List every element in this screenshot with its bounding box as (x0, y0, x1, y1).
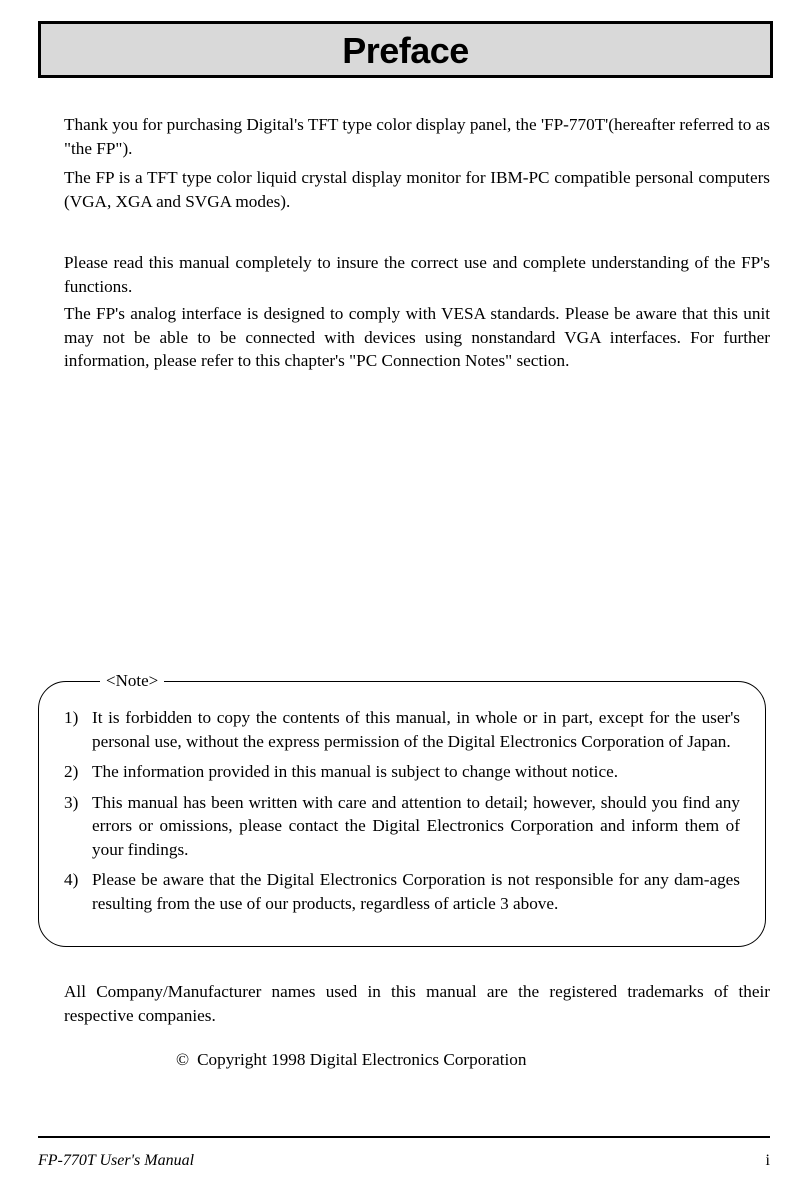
note-item-text: Please be aware that the Digital Electronics Corporation is not responsible for any dam-ages resulting from the use of our products, regardless of article 3 above. (92, 870, 740, 913)
intro-paragraph-1: Thank you for purchasing Digital's TFT type color display panel, the 'FP-770T'(hereafter referred to as "the FP"). (64, 115, 770, 158)
intro-paragraph-2: The FP is a TFT type color liquid crystal display monitor for IBM-PC compatible personal computers (VGA, XGA and SVGA modes). (64, 168, 770, 211)
copyright-text: Copyright 1998 Digital Electronics Corporation (197, 1050, 527, 1069)
note-item (64, 706, 740, 753)
note-item (64, 868, 740, 915)
trademark-notice: All Company/Manufacturer names used in this manual are the registered trademarks of their respective companies. (64, 982, 770, 1025)
copyright-line (176, 1048, 526, 1071)
footer-page-number: i (765, 1152, 770, 1169)
note-item-text: This manual has been written with care and attention to detail; however, should you find any errors or omissions, please contact the Digital Electronics Corporation and inform them of your findings. (92, 792, 740, 859)
footer-divider (38, 1136, 770, 1138)
intro-paragraph-4: The FP's analog interface is designed to comply with VESA standards. Please be aware that this unit may not be able to be connected with devices using nonstandard VGA interfaces. For further information, please refer to this chapter's "PC Connection Notes" section. (64, 304, 770, 370)
note-item-text: The information provided in this manual is subject to change without notice. (92, 762, 619, 781)
intro-paragraph-3: Please read this manual completely to insure the correct use and complete understanding of the FP's functions. (64, 253, 770, 296)
page-title: Preface (342, 29, 469, 71)
note-list (64, 706, 740, 922)
note-item (64, 760, 740, 784)
footer-manual-title: FP-770T User's Manual (38, 1152, 195, 1169)
note-item (64, 791, 740, 862)
page-title-banner (38, 21, 773, 78)
note-item-number: 3) (64, 792, 79, 812)
note-item-number: 1) (64, 708, 79, 727)
note-label: <Note> (100, 671, 164, 691)
note-item-text: It is forbidden to copy the contents of this manual, in whole or in part, except for the user's personal use, without the express permission of the Digital Electronics Corporation of Japan. (92, 708, 740, 751)
note-item-number: 4) (64, 870, 79, 889)
copyright-symbol: © (176, 1050, 190, 1069)
note-item-number: 2) (64, 762, 79, 781)
